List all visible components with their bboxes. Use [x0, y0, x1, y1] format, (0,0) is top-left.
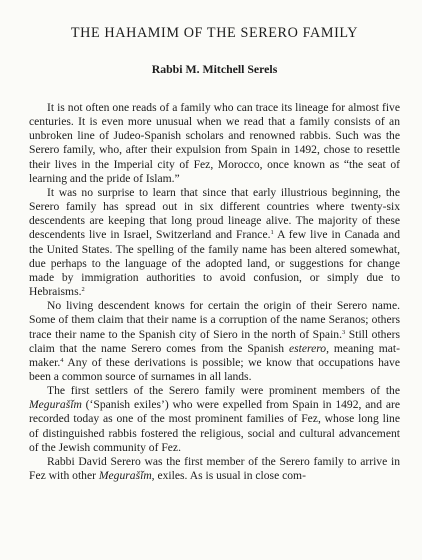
text-run: It was no surprise to learn that since that early illustrious beginning, the Serero family has spread out in six different countries where twenty-six descendents are keeping that long proud lineage alive. The majority of these descendents live in Israel, Switzerland and France. — [29, 185, 400, 242]
body-paragraph — [29, 186, 400, 299]
text-run: No living descendent knows for certain the origin of their Serero name. Some of them claim that their name is a corruption of the name Seranos; others trace their name to the Spanish city of Siero in the north of Spain. — [29, 299, 400, 341]
body-paragraph — [29, 101, 400, 186]
body-paragraph — [29, 384, 400, 455]
text-run: Rabbi David Serero was the first member of the Serero family to arrive in Fez with other — [29, 454, 400, 483]
article-author: Rabbi M. Mitchell Serels — [151, 62, 278, 76]
text-run: (‘Spanish exiles’) who were expelled from Spain in 1492, and are recorded today as one of the most prominent families of Fez, whose long line of distinguished rabbis fostered the religious, social and cultural advancement of the Jewish community of Fez. — [29, 398, 400, 454]
text-run: Still others claim that the name Serero comes from the Spanish — [29, 327, 400, 355]
footnote-ref: 2 — [81, 286, 85, 294]
text-run: Any of these derivations is possible; we know that occupations have been a common source of surnames in all lands. — [29, 355, 400, 383]
text-run: exiles. As is usual in close com- — [154, 469, 306, 483]
italic-term: Meguraš̌im — [29, 398, 82, 412]
footnote-ref: 1 — [270, 229, 274, 237]
footnote-ref: 3 — [341, 328, 346, 336]
text-run: meaning mat-maker. — [29, 341, 401, 369]
body-paragraph — [29, 299, 400, 384]
body-paragraph — [29, 455, 400, 483]
italic-term: esterero, — [288, 341, 329, 355]
text-run: A few live in Canada and the United States. The spelling of the family name has been altered somewhat, due perhaps to the language of the adopted land, or suggestions for change made by immigration authorities to avoid confusion, or simply due to Hebraisms. — [29, 228, 400, 299]
italic-term: Meguraš̌im, — [98, 469, 155, 483]
article-body — [29, 101, 400, 483]
text-run: The first settlers of the Serero family were prominent members of the — [47, 384, 400, 398]
text-run: It is not often one reads of a family who can trace its lineage for almost five centuries. It is even more unusual when we read that a family consists of an unbroken line of Judeo-Spanish scholars and renowned rabbis. Such was the Serero family, who, after their expulsion from Spain in 1492, chose to resettle their lives in the Imperial city of Fez, Morocco, once known as “the seat of learning and the pride of Islam.” — [29, 101, 400, 185]
article-title: THE HAHAMIM OF THE SERERO FAMILY — [70, 25, 359, 41]
footnote-ref: 4 — [60, 356, 64, 364]
